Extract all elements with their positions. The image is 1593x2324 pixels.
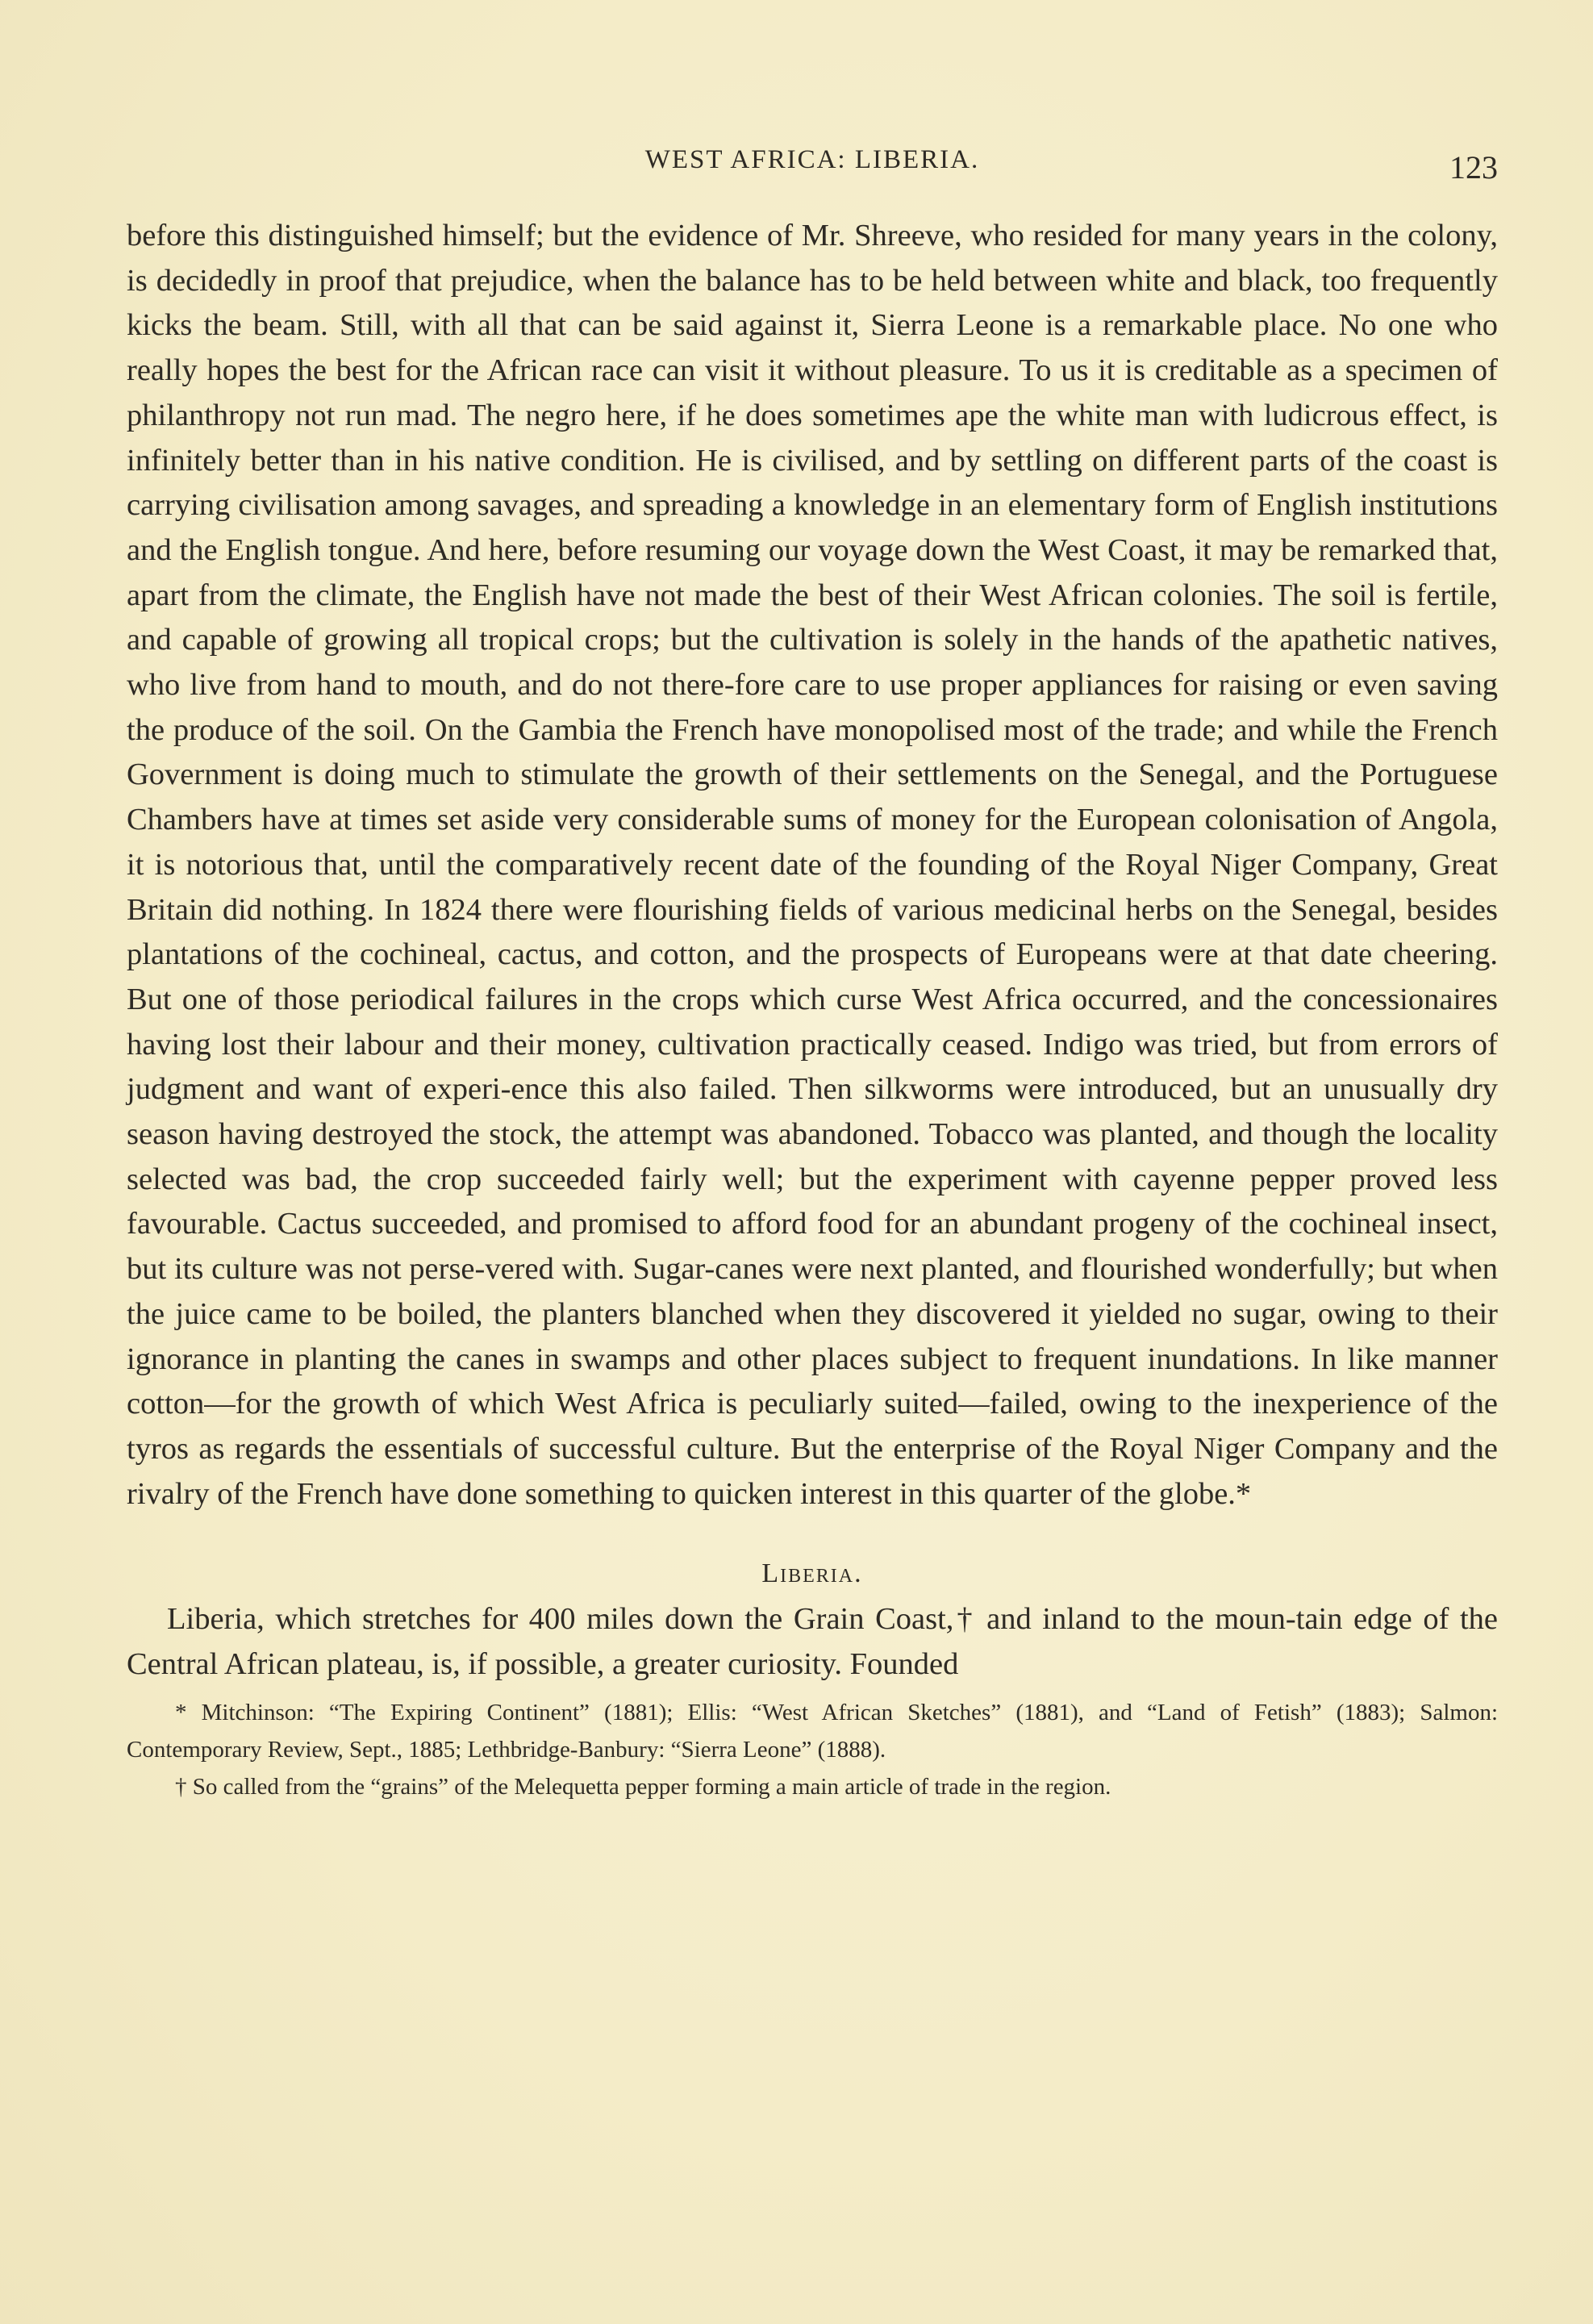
section-heading-liberia: Liberia. [761, 1558, 863, 1589]
page-number: 123 [1449, 149, 1498, 186]
paragraph-liberia: Liberia, which stretches for 400 miles down the Grain Coast,† and inland to the moun-tain edge of the Central African plateau, is, if possible, a greater curiosity. Founded [127, 1602, 1498, 1682]
paragraph-sierra-leone: before this distinguished himself; but the evidence of Mr. Shreeve, who resided for many years in the colony, is decidedly in proof that prejudice, when the balance has to be held between white and black, too frequently kicks the beam. Still, with all that can be said against it, Sierra Leone is a remarkable place. No one who really hopes the best for the African race can visit it without pleasure. To us it is creditable as a specimen of philanthropy not run mad. The negro here, if he does sometimes ape the white man with ludicrous effect, is infinitely better than in his native condition. He is civilised, and by settling on different parts of the coast is carrying civilisation among savages, and spreading a knowledge in an elementary form of English institutions and the English tongue. And here, before resuming our voyage down the West Coast, it may be remarked that, apart from the climate, the English have not made the best of their West African colonies. The soil is fertile, and capable of growing all tropical crops; but the cultivation is solely in the hands of the apathetic natives, who live from hand to mouth, and do not there-fore care to use proper appliances for raising or even saving the produce of the soil. On the Gambia the French have monopolised most of the trade; and while the French Government is doing much to stimulate the growth of their settlements on the Senegal, and the Portuguese Chambers have at times set aside very considerable sums of money for the European colonisation of Angola, it is notorious that, until the comparatively recent date of the founding of the Royal Niger Company, Great Britain did nothing. In 1824 there were flourishing fields of various medicinal herbs on the Senegal, besides plantations of the cochineal, cactus, and cotton, and the prospects of Europeans were at that date cheering. But one of those periodical failures in the crops which curse West Africa occurred, and the concessionaires having lost their labour and their money, cultivation practically ceased. Indigo was tried, but from errors of judgment and want of experi-ence this also failed. Then silkworms were introduced, but an unusually dry season having destroyed the stock, the attempt was abandoned. Tobacco was planted, and though the locality selected was bad, the crop succeeded fairly well; but the experiment with cayenne pepper proved less favourable. Cactus succeeded, and promised to afford food for an abundant progeny of the cochineal insect, but its culture was not perse-vered with. Sugar-canes were next planted, and flourished wonderfully; but when the juice came to be boiled, the planters blanched when they discovered it yielded no sugar, owing to their ignorance in planting the canes in swamps and other places subject to frequent inundations. In like manner cotton—for the growth of which West Africa is peculiarly suited—failed, owing to the inexperience of the tyros as regards the essentials of successful culture. But the enterprise of the Royal Niger Company and the rivalry of the French have done something to quicken interest in this quarter of the globe.* [127, 219, 1498, 1511]
footnote-1: * Mitchinson: “The Expiring Continent” (1881); Ellis: “West African Sketches” (1881), and “Land of Fetish” (1883); Salmon: Contemporary Review, Sept., 1885; Lethbridge-Banbury: “Sierra Leone” (1888). [127, 1699, 1498, 1763]
page-header [127, 139, 1498, 187]
footnotes [127, 1694, 1498, 1805]
running-head: WEST AFRICA: LIBERIA. [644, 145, 980, 174]
body-text [127, 214, 1498, 1805]
footnote-2: † So called from the “grains” of the Melequetta pepper forming a main article of trade in the region. [175, 1773, 1111, 1800]
